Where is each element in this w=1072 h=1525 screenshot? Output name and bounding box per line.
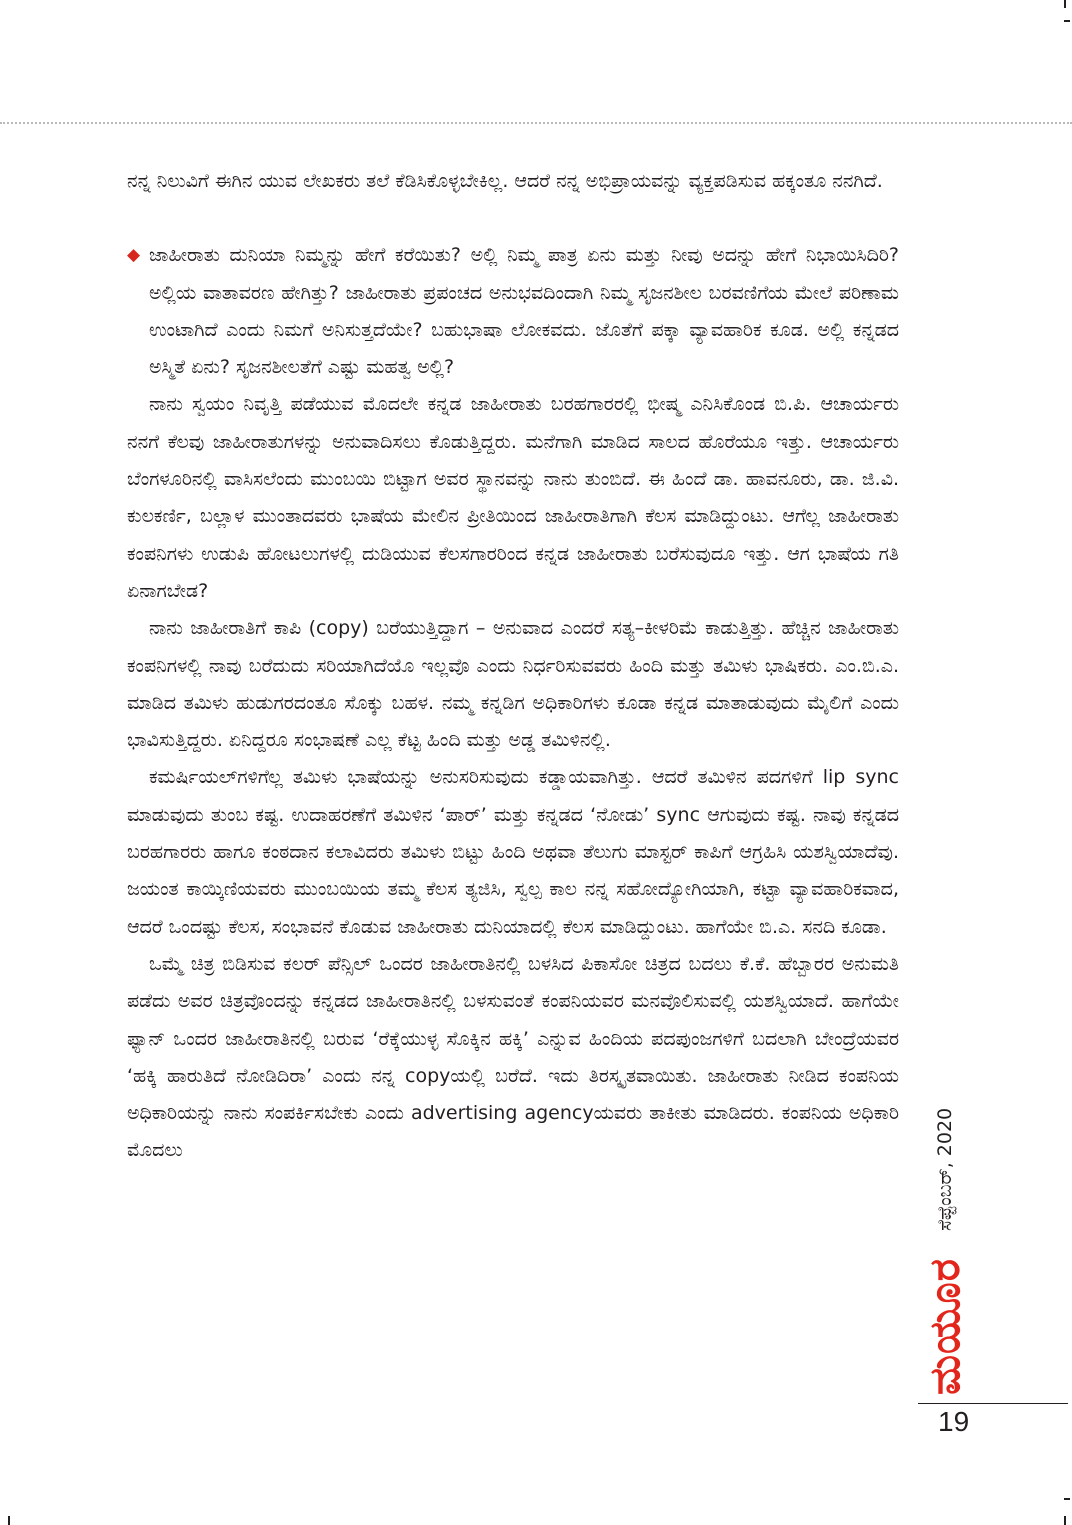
magazine-side-label <box>920 1108 970 1395</box>
crop-mark <box>8 1516 10 1525</box>
answer-paragraph: ನಾನು ಸ್ವಯಂ ನಿವೃತ್ತಿ ಪಡೆಯುವ ಮೊದಲೇ ಕನ್ನಡ ಜಾಹೀರಾತು ಬರಹಗಾರರಲ್ಲಿ ಭೀಷ್ಮ ಎನಿಸಿಕೊಂಡ ಬಿ.ಪಿ. ಆಚಾರ್ಯರು ನನಗೆ ಕೆಲವು ಜಾಹೀರಾತುಗಳನ್ನು ಅನುವಾದಿಸಲು ಕೊಡುತ್ತಿದ್ದರು. ಮನೆಗಾಗಿ ಮಾಡಿದ ಸಾಲದ ಹೊರೆಯೂ ಇತ್ತು. ಆಚಾರ್ಯರು ಬೆಂಗಳೂರಿನಲ್ಲಿ ವಾಸಿಸಲೆಂದು ಮುಂಬಯಿ ಬಿಟ್ಟಾಗ ಅವರ ಸ್ಥಾನವನ್ನು ನಾನು ತುಂಬಿದೆ. ಈ ಹಿಂದೆ ಡಾ. ಹಾವನೂರು, ಡಾ. ಜಿ.ವಿ. ಕುಲಕರ್ಣಿ, ಬಲ್ಲಾಳ ಮುಂತಾದವರು ಭಾಷೆಯ ಮೇಲಿನ ಪ್ರೀತಿಯಿಂದ ಜಾಹೀರಾತಿಗಾಗಿ ಕೆಲಸ ಮಾಡಿದ್ದುಂಟು. ಆಗೆಲ್ಲ ಜಾಹೀರಾತು ಕಂಪನಿಗಳು ಉಡುಪಿ ಹೋಟಲುಗಳಲ್ಲಿ ದುಡಿಯುವ ಕೆಲಸಗಾರರಿಂದ ಕನ್ನಡ ಜಾಹೀರಾತು ಬರೆಸುವುದೂ ಇತ್ತು. ಆಗ ಭಾಷೆಯ ಗತಿ ಏನಾಗಬೇಡ? <box>127 393 899 602</box>
page-number: 19 <box>938 1406 970 1437</box>
diamond-bullet-icon: ◆ <box>127 245 141 266</box>
page-number-rule <box>918 1403 1068 1404</box>
crop-mark <box>1064 0 1066 8</box>
header-dotted-rule <box>0 122 1072 124</box>
answer-paragraph: ಒಮ್ಮೆ ಚಿತ್ರ ಬಿಡಿಸುವ ಕಲರ್ ಪೆನ್ಸಿಲ್ ಒಂದರ ಜಾಹೀರಾತಿನಲ್ಲಿ ಬಳಸಿದ ಪಿಕಾಸೋ ಚಿತ್ರದ ಬದಲು ಕೆ.ಕೆ. ಹೆಬ್ಬಾರರ ಅನುಮತಿ ಪಡೆದು ಅವರ ಚಿತ್ರವೊಂದನ್ನು ಕನ್ನಡದ ಜಾಹೀರಾತಿನಲ್ಲಿ ಬಳಸುವಂತೆ ಕಂಪನಿಯವರ ಮನವೊಲಿಸುವಲ್ಲಿ ಯಶಸ್ವಿಯಾದೆ. ಹಾಗೆಯೇ ಫ್ಯಾನ್ ಒಂದರ ಜಾಹೀರಾತಿನಲ್ಲಿ ಬರುವ ‘ರೆಕ್ಕೆಯುಳ್ಳ ಸೊಕ್ಕಿನ ಹಕ್ಕಿ’ ಎನ್ನುವ ಹಿಂದಿಯ ಪದಪುಂಜಗಳಿಗೆ ಬದಲಾಗಿ ಬೇಂದ್ರೆಯವರ ‘ಹಕ್ಕಿ ಹಾರುತಿದೆ ನೋಡಿದಿರಾ’ ಎಂದು ನನ್ನ copyಯಲ್ಲಿ ಬರೆದೆ. ಇದು ತಿರಸ್ಕೃತವಾಯಿತು. ಜಾಹೀರಾತು ನೀಡಿದ ಕಂಪನಿಯ ಅಧಿಕಾರಿಯನ್ನು ನಾನು ಸಂಪರ್ಕಿಸಬೇಕು ಎಂದು advertising agencyಯವರು ತಾಕೀತು ಮಾಡಿದರು. ಕಂಪನಿಯ ಅಧಿಕಾರಿ ಮೊದಲು <box>127 952 899 1162</box>
crop-mark <box>1064 20 1070 22</box>
interview-question <box>127 237 899 386</box>
intro-paragraph: ನನ್ನ ನಿಲುವಿಗೆ ಈಗಿನ ಯುವ ಲೇಖಕರು ತಲೆ ಕೆಡಿಸಿಕೊಳ್ಳಬೇಕಿಲ್ಲ. ಆದರೆ ನನ್ನ ಅಭಿಪ್ರಾಯವನ್ನು ವ್ಯಕ್ತಪಡಿಸುವ ಹಕ್ಕಂತೂ ನನಗಿದೆ. <box>127 170 883 192</box>
answer-paragraph: ನಾನು ಜಾಹೀರಾತಿಗೆ ಕಾಪಿ (copy) ಬರೆಯುತ್ತಿದ್ದಾಗ – ಅನುವಾದ ಎಂದರೆ ಸತ್ಯ–ಕೀಳರಿಮೆ ಕಾಡುತ್ತಿತ್ತು. ಹೆಚ್ಚಿನ ಜಾಹೀರಾತು ಕಂಪನಿಗಳಲ್ಲಿ ನಾವು ಬರೆದುದು ಸರಿಯಾಗಿದೆಯೊ ಇಲ್ಲವೊ ಎಂದು ನಿರ್ಧರಿಸುವವರು ಹಿಂದಿ ಮತ್ತು ತಮಿಳು ಭಾಷಿಕರು. ಎಂ.ಬಿ.ಎ. ಮಾಡಿದ ತಮಿಳು ಹುಡುಗರದಂತೂ ಸೊಕ್ಕು ಬಹಳ. ನಮ್ಮ ಕನ್ನಡಿಗ ಅಧಿಕಾರಿಗಳು ಕೂಡಾ ಕನ್ನಡ ಮಾತಾಡುವುದು ಮೈಲಿಗೆ ಎಂದು ಭಾವಿಸುತ್ತಿದ್ದರು. ಏನಿದ್ದರೂ ಸಂಭಾಷಣೆ ಎಲ್ಲ ಕೆಟ್ಟ ಹಿಂದಿ ಮತ್ತು ಅಡ್ಡ ತಮಿಳಿನಲ್ಲಿ. <box>127 617 899 752</box>
crop-mark <box>1064 1498 1070 1500</box>
paragraph-spacer <box>127 200 899 237</box>
question-text: ಜಾಹೀರಾತು ದುನಿಯಾ ನಿಮ್ಮನ್ನು ಹೇಗೆ ಕರೆಯಿತು? ಅಲ್ಲಿ ನಿಮ್ಮ ಪಾತ್ರ ಏನು ಮತ್ತು ನೀವು ಅದನ್ನು ಹೇಗೆ ನಿಭಾಯಿಸಿದಿರಿ? ಅಲ್ಲಿಯ ವಾತಾವರಣ ಹೇಗಿತ್ತು? ಜಾಹೀರಾತು ಪ್ರಪಂಚದ ಅನುಭವದಿಂದಾಗಿ ನಿಮ್ಮ ಸೃಜನಶೀಲ ಬರವಣಿಗೆಯ ಮೇಲೆ ಪರಿಣಾಮ ಉಂಟಾಗಿದೆ ಎಂದು ನಿಮಗೆ ಅನಿಸುತ್ತದೆಯೇ? ಬಹುಭಾಷಾ ಲೋಕವದು. ಜೊತೆಗೆ ಪಕ್ಕಾ ವ್ಯಾವಹಾರಿಕ ಕೂಡ. ಅಲ್ಲಿ ಕನ್ನಡದ ಅಸ್ಮಿತೆ ಏನು? ಸೃಜನಶೀಲತೆಗೆ ಎಷ್ಟು ಮಹತ್ವ ಅಲ್ಲಿ? <box>149 244 899 379</box>
magazine-name: ಮಯೂರ <box>920 1258 969 1395</box>
issue-date: ಸೆಪ್ಟೆಂಬರ್, 2020 <box>934 1107 956 1231</box>
article-body <box>127 163 899 1170</box>
answer-paragraph: ಕಮರ್ಷಿಯಲ್‌ಗಳಿಗೆಲ್ಲ ತಮಿಳು ಭಾಷೆಯನ್ನು ಅನುಸರಿಸುವುದು ಕಡ್ಡಾಯವಾಗಿತ್ತು. ಆದರೆ ತಮಿಳಿನ ಪದಗಳಿಗೆ lip sync ಮಾಡುವುದು ತುಂಬ ಕಷ್ಟ. ಉದಾಹರಣೆಗೆ ತಮಿಳಿನ ‘ಪಾರ್’ ಮತ್ತು ಕನ್ನಡದ ‘ನೋಡು’ sync ಆಗುವುದು ಕಷ್ಟ. ನಾವು ಕನ್ನಡದ ಬರಹಗಾರರು ಹಾಗೂ ಕಂಠದಾನ ಕಲಾವಿದರು ತಮಿಳು ಬಿಟ್ಟು ಹಿಂದಿ ಅಥವಾ ತೆಲುಗು ಮಾಸ್ಟರ್ ಕಾಪಿಗೆ ಆಗ್ರಹಿಸಿ ಯಶಸ್ವಿಯಾದೆವು. ಜಯಂತ ಕಾಯ್ಕಿಣಿಯವರು ಮುಂಬಯಿಯ ತಮ್ಮ ಕೆಲಸ ತ್ಯಜಿಸಿ, ಸ್ವಲ್ಪ ಕಾಲ ನನ್ನ ಸಹೋದ್ಯೋಗಿಯಾಗಿ, ಕಟ್ಟಾ ವ್ಯಾವಹಾರಿಕವಾದ, ಆದರೆ ಒಂದಷ್ಟು ಕೆಲಸ, ಸಂಭಾವನೆ ಕೊಡುವ ಜಾಹೀರಾತು ದುನಿಯಾದಲ್ಲಿ ಕೆಲಸ ಮಾಡಿದ್ದುಂಟು. ಹಾಗೆಯೇ ಬಿ.ಎ. ಸನದಿ ಕೂಡಾ. <box>127 766 899 938</box>
crop-mark <box>1064 1516 1066 1525</box>
